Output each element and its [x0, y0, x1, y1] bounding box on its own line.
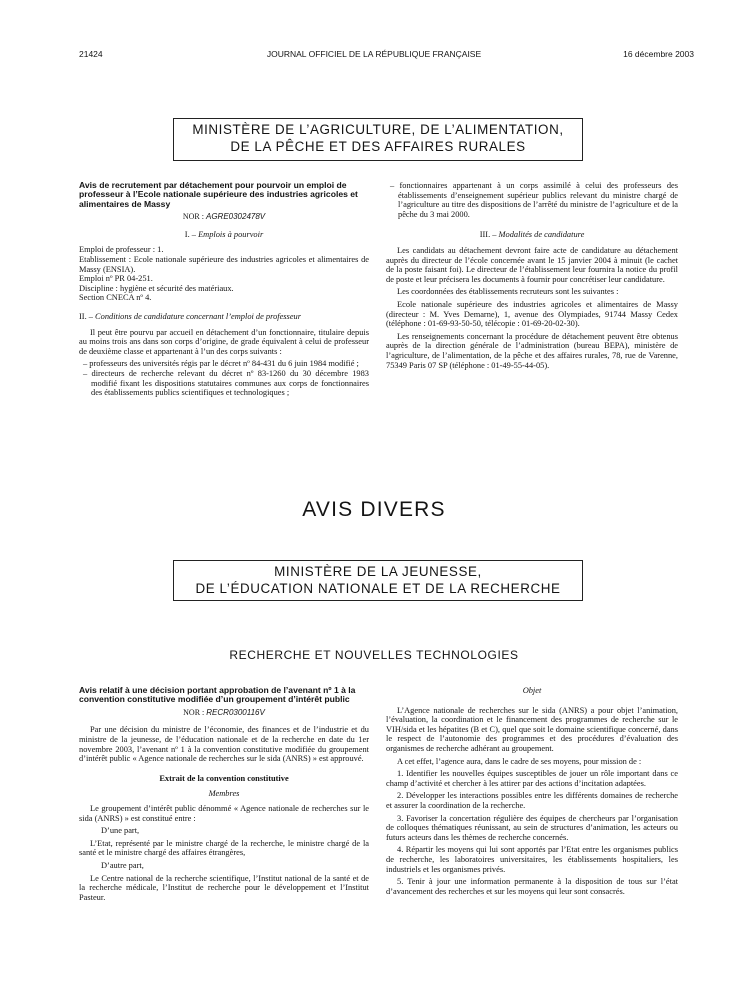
- section-title: Modalités de candidature: [498, 230, 585, 240]
- nor-code: RECR0300116V: [206, 707, 265, 717]
- subsection-heading: RECHERCHE ET NOUVELLES TECHNOLOGIES: [229, 648, 519, 662]
- ministry-name-line: DE L’ÉDUCATION NATIONALE ET DE LA RECHERCHE: [195, 581, 561, 596]
- paragraph: Les coordonnées des établissements recruteurs sont les suivantes :: [397, 287, 619, 297]
- paragraph: Ecole nationale supérieure des industries agricoles et alimentaires de Massy (directeur : M. Yves Demarne), 1, avenue des Olympiades, 91744 Massy Cedex (téléphone : 01-69-93-50-50, télécopie : 01-69-20-02-30).: [386, 299, 678, 329]
- nor-label: NOR :: [183, 707, 205, 717]
- section-title: Conditions de candidature concernant l’emploi de professeur: [95, 311, 301, 321]
- paragraph: D’une part,: [101, 826, 140, 836]
- page-number: 21424: [79, 49, 103, 59]
- nor-reference: [79, 212, 369, 222]
- emploi-line: Emploi de professeur : 1.: [79, 245, 164, 255]
- paragraph: 3. Favoriser la concertation régulière des équipes de chercheurs par l’organisation de colloques thématiques réunissant, au sein de structures d’animation, les acteurs ou futurs acteurs dans les thèmes de recherche concernés.: [386, 813, 678, 842]
- paragraph: Il peut être pourvu par accueil en détachement d’un fonctionnaire, titulaire depuis au moins trois ans dans son corps d’origine, de grade équivalent à celui de professeur de deuxième classe et appartenant à l’un des corps suivants :: [79, 327, 369, 356]
- paragraph: Les candidats au détachement devront faire acte de candidature au détachement auprès du directeur de l’école concernée avant le 15 janvier 2004 à minuit (le cachet de la poste faisant foi). Le directeur de l’établissement leur fournira la notice du profil de poste et leur précisera les documents à fournir pour concrétiser leur candidature.: [386, 245, 678, 284]
- paragraph: 1. Identifier les nouvelles équipes susceptibles de jouer un rôle important dans ce champ d’activité et chercher à les attirer par des actions d’incitation adaptées.: [386, 769, 678, 788]
- list-item: – fonctionnaires appartenant à un corps assimilé à celui des professeurs des établissements d’enseignement supérieur publics relevant du ministre chargé de l’agriculture au titre des dispositions de l’arrêté du ministre de l’agriculture et de la pêche du 3 mai 2000.: [390, 181, 678, 219]
- paragraph: D’autre part,: [101, 860, 144, 870]
- list-item: – directeurs de recherche relevant du décret nº 83-1260 du 30 décembre 1983 modifié fixant les dispositions statutaires communes aux corps de fonctionnaires des établissements publics scientifiques et technologiques ;: [83, 368, 369, 398]
- paragraph: Les renseignements concernant la procédure de détachement peuvent être obtenus auprès de la direction générale de l’administration (bureau BEPA), ministère de l’agriculture, de l’alimentation, de la pêche et des affaires rurales, 78, rue de Varenne, 75349 Paris 07 SP (téléphone : 01-49-55-44-05).: [386, 331, 678, 370]
- extract-title: Extrait de la convention constitutive: [159, 773, 289, 783]
- nor-reference: [79, 708, 369, 718]
- journal-title: JOURNAL OFFICIEL DE LA RÉPUBLIQUE FRANÇAISE: [266, 49, 482, 59]
- emploi-line: Etablissement : Ecole nationale supérieure des industries agricoles et alimentaires de Massy (ENSIA).: [79, 255, 369, 274]
- ministry-name-line: MINISTÈRE DE LA JEUNESSE,: [274, 564, 482, 579]
- ministry-name-line: DE LA PÊCHE ET DES AFFAIRES RURALES: [230, 139, 526, 154]
- publication-date: 16 décembre 2003: [623, 49, 694, 59]
- paragraph: A cet effet, l’agence aura, dans le cadre de ses moyens, pour mission de :: [397, 756, 642, 766]
- section-number: III. –: [479, 230, 497, 240]
- ministry-name-line: MINISTÈRE DE L’AGRICULTURE, DE L’ALIMENTATION,: [192, 122, 564, 137]
- paragraph: Le groupement d’intérêt public dénommé « Agence nationale de recherches sur le sida (ANRS) » est constitué entre :: [79, 803, 369, 823]
- emploi-line: Section CNECA nº 4.: [79, 293, 152, 303]
- emploi-line: Emploi nº PR 04-251.: [79, 274, 153, 284]
- section-heading: [386, 230, 678, 240]
- notice-convention-left: [79, 686, 369, 905]
- ministry-box-agriculture: [173, 118, 583, 161]
- notice-convention-right: [386, 686, 678, 899]
- paragraph: 2. Développer les interactions possibles entre les différents domaines de recherche et assurer la coordination de la recherche.: [386, 791, 678, 810]
- paragraph: 4. Répartir les moyens qui lui sont apportés par l’Etat entre les organismes publics de recherche, les laboratoires universitaires, les établissements hospitaliers, les industriels et les organismes privés.: [386, 845, 678, 874]
- section-number: I. –: [184, 229, 196, 239]
- notice-recruitment-left: [79, 181, 369, 398]
- membres-title: Membres: [208, 789, 240, 799]
- notice-title: Avis relatif à une décision portant approbation de l’avenant nº 1 à la convention constitutive modifiée d’un groupement d’intérêt public: [79, 685, 356, 705]
- list-item: – professeurs des universités régis par le décret nº 84-431 du 6 juin 1984 modifié ;: [83, 359, 359, 369]
- paragraph: Par une décision du ministre de l’économie, des finances et de l’industrie et du ministre de la jeunesse, de l’éducation nationale et de la recherche en date du 1er novembre 2003, l’avenant nº 1 à la convention constitutive modifiée du groupement d’intérêt public « Agence nationale de recherches sur le sida (ANRS) » est approuvé.: [79, 725, 369, 764]
- objet-title: Objet: [522, 686, 542, 695]
- notice-title: Avis de recrutement par détachement pour pourvoir un emploi de professeur à l’Ecole nationale supérieure des industries agricoles et alimentaires de Massy: [79, 180, 358, 209]
- section-title: Emplois à pourvoir: [198, 229, 264, 239]
- paragraph: L’Agence nationale de recherches sur le sida (ANRS) a pour objet l’animation, l’évaluation, la coordination et le financement des programmes de recherche sur le VIH/sida et les hépatites (B et C), quel que soit le domaine scientifique concerné, dans le respect de l’autonomie des programmes et des procédures d’évaluation des organismes de recherche adhérant au groupement.: [386, 705, 678, 753]
- paragraph: 5. Tenir à jour une information permanente à la disposition de tous sur l’état d’avancement des recherches et sur les moyens qui leur sont consacrés.: [386, 877, 678, 896]
- section-number: II. –: [79, 311, 93, 321]
- section-heading: [79, 230, 369, 240]
- nor-code: AGRE0302478V: [205, 212, 266, 222]
- paragraph: L’Etat, représenté par le ministre chargé de la recherche, le ministre chargé de la santé et le ministre chargé des affaires étrangères,: [79, 838, 369, 858]
- avis-divers-heading: AVIS DIVERS: [302, 498, 446, 521]
- paragraph: Le Centre national de la recherche scientifique, l’Institut national de la santé et de la recherche médicale, l’Institut de recherche pour le développement et l’Institut Pasteur.: [79, 873, 369, 902]
- emploi-line: Discipline : hygiène et sécurité des matériaux.: [79, 283, 234, 293]
- ministry-box-education: [173, 560, 583, 601]
- nor-label: NOR :: [182, 212, 204, 222]
- section-heading: [79, 312, 369, 322]
- notice-recruitment-right: [386, 181, 678, 373]
